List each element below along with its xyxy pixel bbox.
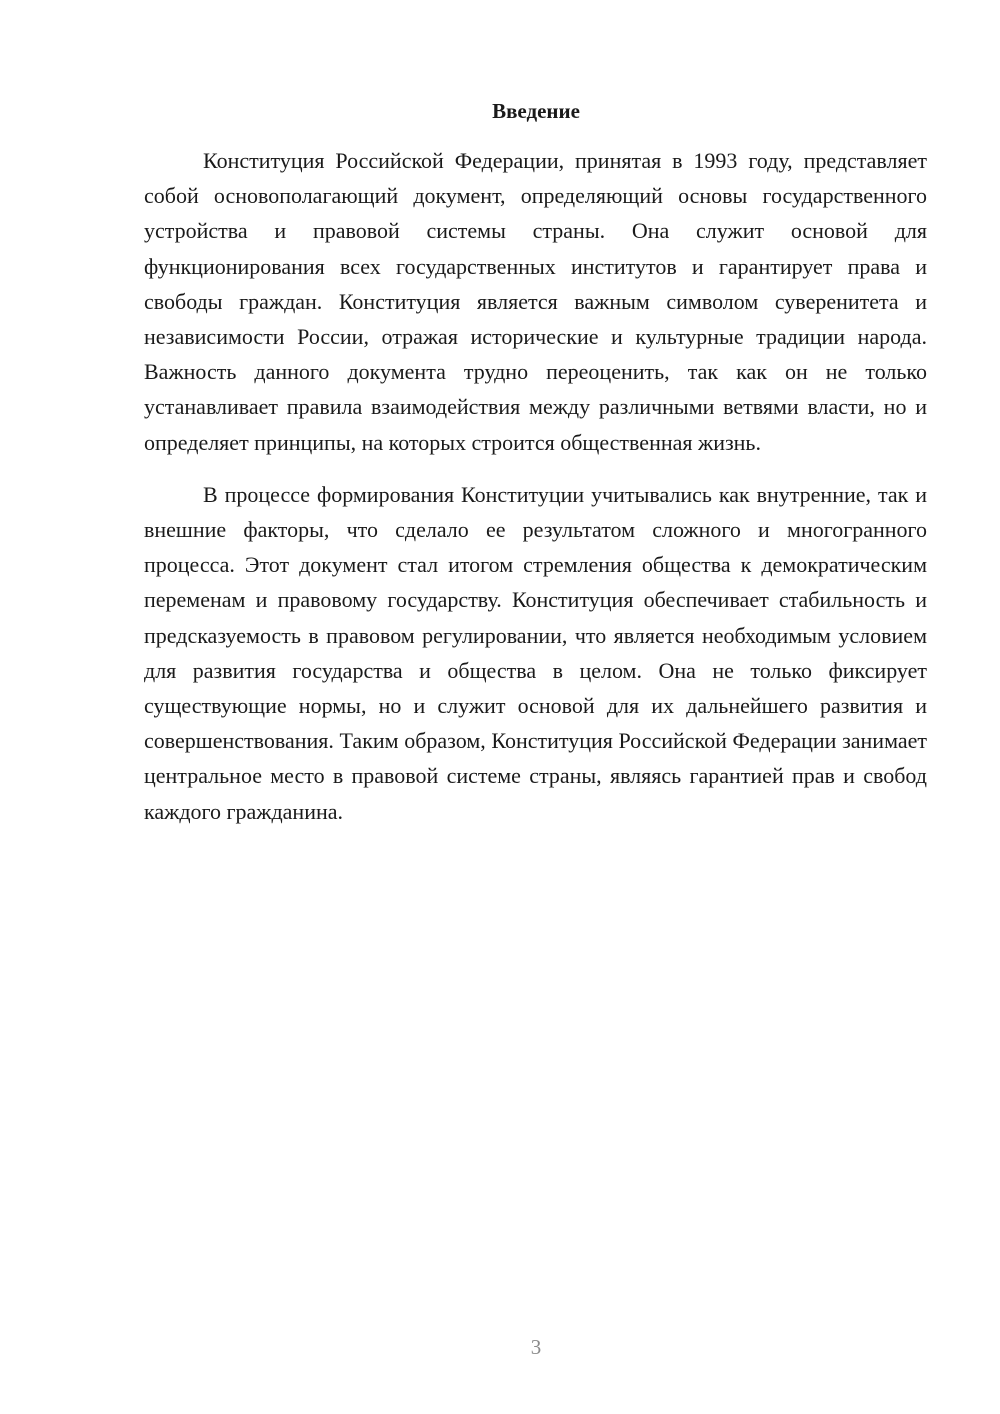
paragraph-2: В процессе формирования Конституции учитывались как внутренние, так и внешние факторы, что сделало ее результатом сложного и многогранного процесса. Этот документ стал итогом стремления общества к демократическим переменам и правовому государству. Конституция обеспечивает стабильность и предсказуемость в правовом регулировании, что является необходимым условием для развития государства и общества в целом. Она не только фиксирует существующие нормы, но и служит основой для их дальнейшего развития и совершенствования. Таким образом, Конституция Российской Федерации занимает центральное место в правовой системе страны, являясь гарантией прав и свобод каждого гражданина. — [144, 481, 927, 824]
paragraph-1: Конституция Российской Федерации, принятая в 1993 году, представляет собой основополагающий документ, определяющий основы государственного устройства и правовой системы страны. Она служит основой для функционирования всех государственных институтов и гарантирует права и свободы граждан. Конституция является важным символом суверенитета и независимости России, отражая исторические и культурные традиции народа. Важность данного документа трудно переоценить, так как он не только устанавливает правила взаимодействия между различными ветвями власти, но и определяет принципы, на которых строится общественная жизнь. — [144, 148, 927, 455]
section-heading: Введение — [492, 99, 580, 123]
page-number: 3 — [530, 1335, 542, 1359]
body-text — [144, 143, 927, 829]
